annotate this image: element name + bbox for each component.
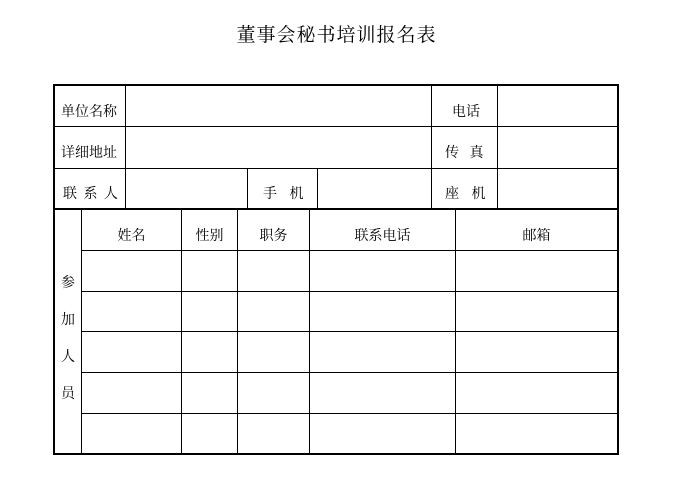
- address-label: 详细地址: [61, 145, 117, 161]
- fax-field[interactable]: [498, 128, 618, 168]
- contact-field[interactable]: [125, 170, 247, 210]
- mobile-field[interactable]: [317, 170, 431, 210]
- landline-label: 座 机: [445, 186, 490, 202]
- participant-row-2[interactable]: [82, 292, 617, 331]
- section-divider: [55, 208, 617, 210]
- phone-field[interactable]: [498, 88, 618, 126]
- form-title: 董事会秘书培训报名表: [236, 24, 437, 46]
- registration-form: [53, 84, 619, 455]
- contact-label: 联 系 人: [63, 186, 119, 202]
- column-divider: [431, 86, 432, 208]
- unit-name-field[interactable]: [125, 88, 431, 126]
- mobile-label: 手 机: [263, 186, 308, 202]
- row-divider: [55, 168, 617, 169]
- header-gender: 性别: [195, 228, 224, 244]
- column-divider: [317, 168, 318, 208]
- participants-side-label: [58, 272, 78, 420]
- side-label-char: 人: [61, 349, 75, 365]
- column-divider: [125, 86, 126, 208]
- unit-name-label: 单位名称: [61, 104, 117, 120]
- fax-label: 传 真: [445, 145, 487, 161]
- row-divider: [55, 126, 617, 127]
- side-label-char: 员: [61, 386, 75, 402]
- side-label-char: 加: [61, 312, 75, 328]
- phone-label: 电话: [452, 104, 480, 120]
- header-email: 邮箱: [522, 228, 551, 244]
- side-label-char: 参: [61, 275, 75, 291]
- header-name: 姓名: [117, 228, 146, 244]
- header-phone: 联系电话: [354, 228, 411, 244]
- column-divider: [497, 86, 498, 208]
- participant-row-1[interactable]: [82, 251, 617, 291]
- column-divider: [247, 168, 248, 208]
- address-field[interactable]: [125, 128, 431, 168]
- participant-row-5[interactable]: [82, 414, 617, 453]
- participant-row-4[interactable]: [82, 373, 617, 413]
- landline-field[interactable]: [498, 170, 618, 210]
- participant-row-3[interactable]: [82, 332, 617, 372]
- header-position: 职务: [259, 228, 288, 244]
